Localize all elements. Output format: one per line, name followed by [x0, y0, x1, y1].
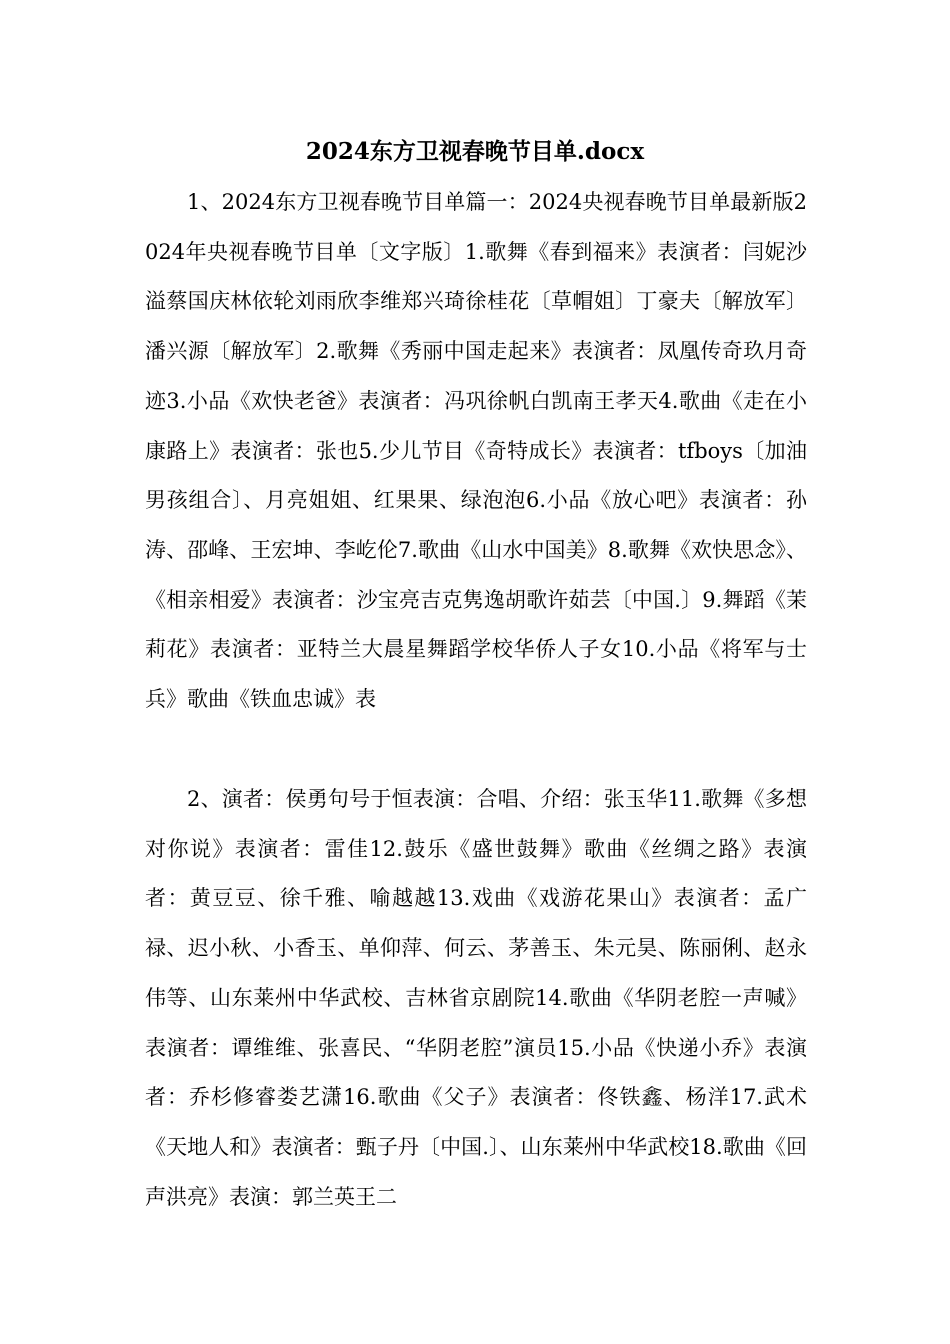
document-title: 2024东方卫视春晚节目单.docx [305, 138, 645, 165]
paragraph-2: 2、演者：侯勇句号于恒表演：合唱、介绍：张玉华11.歌舞《多想对你说》表演者：雷佳12.鼓乐《盛世鼓舞》歌曲《丝绸之路》表演者：黄豆豆、徐千雅、喻越越13.戏曲《戏游花果山》表演者：孟广禄、迟小秋、小香玉、单仰萍、何云、茅善玉、朱元昊、陈丽俐、赵永伟等、山东莱州中华武校、吉林省京剧院14.歌曲《华阴老腔一声喊》表演者：谭维维、张喜民、“华阴老腔”演员15.小品《快递小乔》表演者：乔杉修睿娄艺潇16.歌曲《父子》表演者：佟铁鑫、杨洋17.武术《天地人和》表演者：甄子丹〔中国.〕、山东莱州中华武校18.歌曲《回声洪亮》表演：郭兰英王二 [145, 787, 807, 1209]
paragraph-1: 1、2024东方卫视春晚节目单篇一：2024央视春晚节目单最新版2024年央视春晚节目单〔文字版〕1.歌舞《春到福来》表演者：闫妮沙溢蔡国庆林依轮刘雨欣李维郑兴琦徐桂花〔草帽姐〕丁豪夫〔解放军〕潘兴源〔解放军〕2.歌舞《秀丽中国走起来》表演者：凤凰传奇玖月奇迹3.小品《欢快老爸》表演者：冯巩徐帆白凯南王孝天4.歌曲《走在小康路上》表演者：张也5.少儿节目《奇特成长》表演者：tfboys〔加油男孩组合〕、月亮姐姐、红果果、绿泡泡6.小品《放心吧》表演者：孙涛、邵峰、王宏坤、李屹伦7.歌曲《山水中国美》8.歌舞《欢快思念》、《相亲相爱》表演者：沙宝亮吉克隽逸胡歌许茹芸〔中国.〕9.舞蹈《茉莉花》表演者：亚特兰大晨星舞蹈学校华侨人子女10.小品《将军与士兵》歌曲《铁血忠诚》表 [145, 190, 807, 712]
